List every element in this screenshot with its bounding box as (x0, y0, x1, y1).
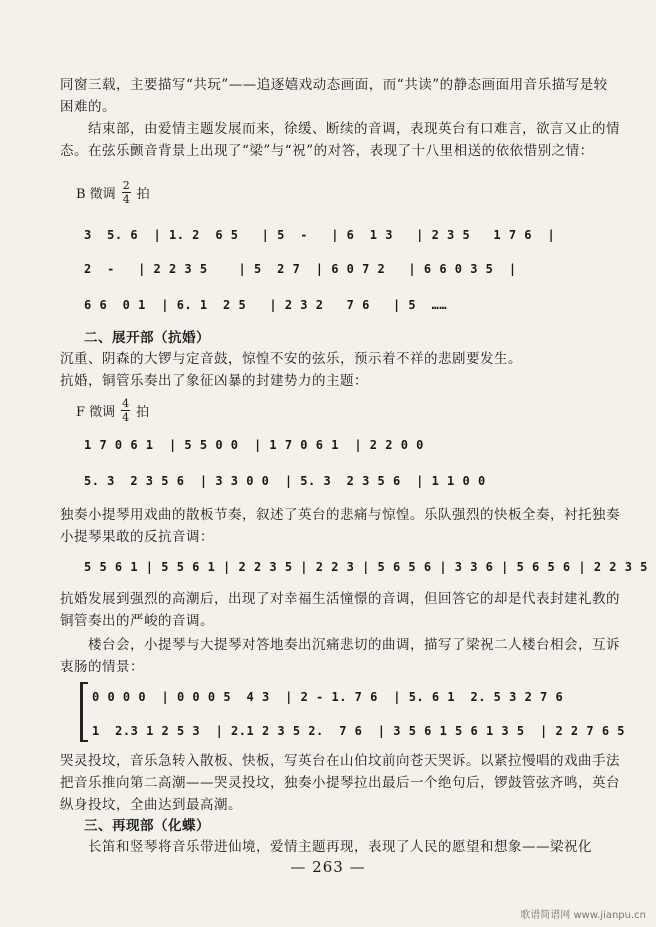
time-denominator: 4 (122, 193, 130, 206)
music-line-6: 5 5 6 1 | 5 5 6 1 | 2 2 3 5 | 2 2 3 | 5 6 5 6 | 3 3 6 | 5 6 5 6 | 2 2 3 5 (84, 560, 648, 574)
time-numerator: 4 (122, 397, 130, 410)
music-line-7: 0 0 0 0 | 0 0 0 5 4 3 | 2 - 1. 7 6 | 5. 6 1 2. 5 3 2 7 6 (92, 690, 564, 704)
paragraph-2: 结束部，由爱情主题发展而来，徐缓、断续的音调，表现英台有口难言，欲言又止的情态。在弦乐颤音背景上出现了“梁”与“祝”的对答，表现了十八里相送的依依惜别之情： (60, 121, 620, 159)
paragraph-9: 长笛和竖琴将音乐带进仙境，爱情主题再现，表现了人民的愿望和想象——梁祝化 (88, 839, 592, 855)
paragraph-1: 同窗三载，主要描写“共玩”——追逐嬉戏动态画面，而“共读”的静态画面用音乐描写是较困难的。 (60, 77, 608, 115)
time-suffix: 拍 (136, 405, 150, 420)
key-signature-b (76, 180, 150, 205)
section-heading-2: 二、展开部（抗婚） (84, 330, 210, 346)
music-line-1: 3 5. 6 | 1. 2 6 5 | 5 - | 6 1 3 | 2 3 5 1 7 6 | (84, 228, 556, 242)
key-label: F 徵调 (76, 405, 116, 420)
paragraph-8: 哭灵投坟，音乐急转入散板、快板，写英台在山伯坟前向苍天哭诉。以紧拉慢唱的戏曲手法把音乐推向第二高潮——哭灵投坟，独奏小提琴拉出最后一个绝句后，锣鼓管弦齐鸣，英台纵身投坟，全曲达到最高潮。 (60, 753, 620, 813)
paragraph-6: 抗婚发展到强烈的高潮后，出现了对幸福生活憧憬的音调，但回答它的却是代表封建礼教的铜管奏出的严峻的音调。 (60, 591, 620, 629)
music-line-4: 1 7 0 6 1 | 5 5 0 0 | 1 7 0 6 1 | 2 2 0 0 (84, 438, 424, 452)
key-label: B 徵调 (76, 187, 116, 202)
time-numerator: 2 (122, 179, 130, 192)
score-brace (80, 682, 88, 742)
key-signature-f (76, 398, 149, 423)
page-number: — 263 — (290, 858, 366, 876)
time-signature (122, 180, 131, 205)
paragraph-3: 沉重、阴森的大锣与定音鼓，惊惶不安的弦乐，预示着不祥的悲剧要发生。 (60, 351, 522, 367)
music-line-8: 1 2.3 1 2 5 3 | 2.1 2 3 5 2. 7 6 | 3 5 6 1 5 6 1 3 5 | 2 2 7 6 5 (92, 724, 625, 738)
time-denominator: 4 (122, 411, 130, 424)
time-signature (121, 398, 130, 423)
music-line-2: 2 - | 2 2 3 5 | 5 2 7 | 6 0 7 2 | 6 6 0 3 5 | (84, 262, 517, 276)
paragraph-5: 独奏小提琴用戏曲的散板节奏，叙述了英台的悲痛与惊惶。乐队强烈的快板全奏，衬托独奏小提琴果敢的反抗音调： (60, 507, 620, 545)
watermark: 歌谱简谱网 www.jianpu.cn (520, 910, 646, 921)
section-heading-3: 三、再现部（化蝶） (84, 818, 210, 834)
time-suffix: 拍 (136, 187, 150, 202)
paragraph-7: 楼台会，小提琴与大提琴对答地奏出沉痛悲切的曲调，描写了梁祝二人楼台相会，互诉衷肠的情景： (60, 637, 620, 675)
paragraph-4: 抗婚，铜管乐奏出了象征凶暴的封建势力的主题： (60, 373, 368, 389)
music-line-3: 6 6 0 1 | 6. 1 2 5 | 2 3 2 7 6 | 5 …… (84, 298, 448, 312)
music-line-5: 5. 3 2 3 5 6 | 3 3 0 0 | 5. 3 2 3 5 6 | 1 1 0 0 (84, 474, 486, 488)
